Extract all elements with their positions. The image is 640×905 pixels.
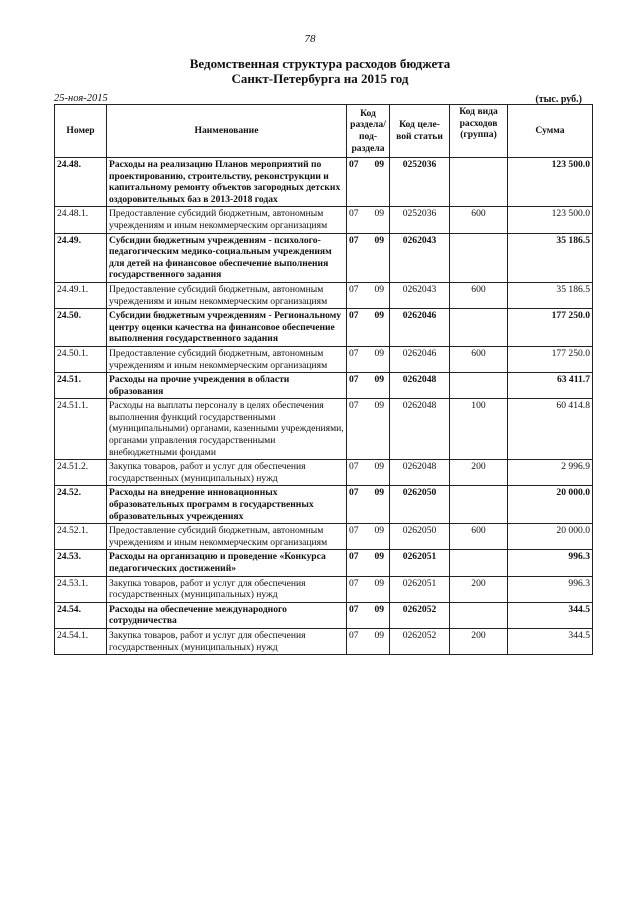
header-number: Номер [55, 105, 107, 158]
row-article-code: 0262051 [390, 550, 450, 576]
row-subsection-code: 09 [370, 233, 390, 282]
row-name: Предоставление субсидий бюджетным, автономным учреждениям и иным некоммерческим организациям [107, 282, 347, 308]
row-sum: 2 996.9 [508, 460, 593, 486]
table-row [55, 373, 593, 399]
row-number: 24.53. [55, 550, 107, 576]
row-article-code: 0262048 [390, 460, 450, 486]
table-row [55, 460, 593, 486]
header-name: Наименование [107, 105, 347, 158]
row-number: 24.51.1. [55, 399, 107, 460]
row-subsection-code: 09 [370, 207, 390, 233]
row-group-code [450, 550, 508, 576]
row-name: Расходы на прочие учреждения в области образования [107, 373, 347, 399]
row-article-code: 0252036 [390, 158, 450, 207]
table-row [55, 602, 593, 628]
row-name: Закупка товаров, работ и услуг для обеспечения государственных (муниципальных) нужд [107, 628, 347, 654]
row-subsection-code: 09 [370, 460, 390, 486]
row-subsection-code: 09 [370, 550, 390, 576]
row-subsection-code: 09 [370, 524, 390, 550]
row-group-code: 600 [450, 524, 508, 550]
row-number: 24.49.1. [55, 282, 107, 308]
header-group: Код вида расходов (группа) [450, 105, 508, 158]
table-body [55, 158, 593, 655]
row-subsection-code: 09 [370, 309, 390, 347]
table-row [55, 233, 593, 282]
row-article-code: 0262050 [390, 524, 450, 550]
header-sum: Сумма [508, 105, 593, 158]
row-group-code: 200 [450, 628, 508, 654]
row-article-code: 0262052 [390, 628, 450, 654]
row-group-code: 200 [450, 576, 508, 602]
row-article-code: 0262052 [390, 602, 450, 628]
row-section-code: 07 [347, 233, 370, 282]
row-subsection-code: 09 [370, 602, 390, 628]
row-subsection-code: 09 [370, 628, 390, 654]
row-article-code: 0262043 [390, 233, 450, 282]
row-group-code: 600 [450, 207, 508, 233]
row-number: 24.51.2. [55, 460, 107, 486]
row-sum: 123 500.0 [508, 207, 593, 233]
header-section: Код раздела/ под- раздела [347, 105, 390, 158]
table-row [55, 628, 593, 654]
row-section-code: 07 [347, 486, 370, 524]
row-subsection-code: 09 [370, 373, 390, 399]
row-section-code: 07 [347, 524, 370, 550]
row-number: 24.48.1. [55, 207, 107, 233]
table-row [55, 309, 593, 347]
row-article-code: 0262048 [390, 399, 450, 460]
table-row [55, 282, 593, 308]
row-number: 24.50.1. [55, 346, 107, 372]
row-name: Расходы на обеспечение международного сотрудничества [107, 602, 347, 628]
row-name: Предоставление субсидий бюджетным, автономным учреждениям и иным некоммерческим организациям [107, 524, 347, 550]
table-row [55, 550, 593, 576]
row-section-code: 07 [347, 550, 370, 576]
row-section-code: 07 [347, 282, 370, 308]
row-number: 24.54. [55, 602, 107, 628]
row-section-code: 07 [347, 373, 370, 399]
row-sum: 996.3 [508, 550, 593, 576]
row-name: Расходы на выплаты персоналу в целях обеспечения выполнения функций государственными (муниципальными) органами, казенными учреждениями, органами управления государственными внебюджетными фондами [107, 399, 347, 460]
table-row [55, 576, 593, 602]
row-subsection-code: 09 [370, 346, 390, 372]
row-section-code: 07 [347, 602, 370, 628]
table-row [55, 207, 593, 233]
units-label: (тыс. руб.) [535, 94, 582, 105]
title-line-2: Санкт-Петербурга на 2015 год [231, 71, 409, 86]
page-number: 78 [304, 33, 316, 45]
row-sum: 60 414.8 [508, 399, 593, 460]
row-sum: 20 000.0 [508, 524, 593, 550]
row-group-code: 600 [450, 282, 508, 308]
row-article-code: 0252036 [390, 207, 450, 233]
row-name: Расходы на организацию и проведение «Конкурса педагогических достижений» [107, 550, 347, 576]
title-line-1: Ведомственная структура расходов бюджета [189, 56, 451, 71]
row-number: 24.48. [55, 158, 107, 207]
row-group-code [450, 158, 508, 207]
row-name: Предоставление субсидий бюджетным, автономным учреждениям и иным некоммерческим организациям [107, 346, 347, 372]
document-title [0, 56, 640, 86]
row-sum: 123 500.0 [508, 158, 593, 207]
row-sum: 177 250.0 [508, 346, 593, 372]
row-group-code: 100 [450, 399, 508, 460]
table-row [55, 486, 593, 524]
row-name: Расходы на реализацию Планов мероприятий по проектированию, строительству, реконструкции и капитальному ремонту объектов загородных детских оздоровительных баз в 2013-2018 годах [107, 158, 347, 207]
row-subsection-code: 09 [370, 486, 390, 524]
row-number: 24.49. [55, 233, 107, 282]
row-subsection-code: 09 [370, 282, 390, 308]
row-article-code: 0262051 [390, 576, 450, 602]
row-name: Закупка товаров, работ и услуг для обеспечения государственных (муниципальных) нужд [107, 460, 347, 486]
row-sum: 344.5 [508, 628, 593, 654]
row-sum: 20 000.0 [508, 486, 593, 524]
row-section-code: 07 [347, 309, 370, 347]
row-number: 24.54.1. [55, 628, 107, 654]
row-sum: 35 186.5 [508, 282, 593, 308]
row-article-code: 0262050 [390, 486, 450, 524]
row-group-code [450, 602, 508, 628]
row-article-code: 0262046 [390, 346, 450, 372]
table-row [55, 524, 593, 550]
row-group-code: 200 [450, 460, 508, 486]
row-sum: 177 250.0 [508, 309, 593, 347]
row-number: 24.50. [55, 309, 107, 347]
row-name: Закупка товаров, работ и услуг для обеспечения государственных (муниципальных) нужд [107, 576, 347, 602]
table-row [55, 158, 593, 207]
row-number: 24.52. [55, 486, 107, 524]
header-article: Код целе- вой статьи [390, 105, 450, 158]
row-sum: 35 186.5 [508, 233, 593, 282]
row-section-code: 07 [347, 628, 370, 654]
row-article-code: 0262043 [390, 282, 450, 308]
row-article-code: 0262046 [390, 309, 450, 347]
row-section-code: 07 [347, 576, 370, 602]
row-name: Субсидии бюджетным учреждениям - Региональному центру оценки качества на финансовое обеспечение выполнения государственного задания [107, 309, 347, 347]
row-sum: 996.3 [508, 576, 593, 602]
row-subsection-code: 09 [370, 576, 390, 602]
row-section-code: 07 [347, 399, 370, 460]
row-name: Субсидии бюджетным учреждениям - психолого-педагогическим медико-социальным учреждениям для детей на финансовое обеспечение выполнения государственного задания [107, 233, 347, 282]
row-section-code: 07 [347, 346, 370, 372]
row-number: 24.52.1. [55, 524, 107, 550]
row-article-code: 0262048 [390, 373, 450, 399]
row-number: 24.51. [55, 373, 107, 399]
row-group-code: 600 [450, 346, 508, 372]
row-group-code [450, 233, 508, 282]
row-section-code: 07 [347, 207, 370, 233]
row-section-code: 07 [347, 158, 370, 207]
table-row [55, 346, 593, 372]
row-name: Расходы на внедрение инновационных образовательных программ в государственных образовательных учреждениях [107, 486, 347, 524]
row-section-code: 07 [347, 460, 370, 486]
row-subsection-code: 09 [370, 399, 390, 460]
row-group-code [450, 373, 508, 399]
table-row [55, 399, 593, 460]
budget-table [54, 104, 593, 655]
row-subsection-code: 09 [370, 158, 390, 207]
report-date: 25-ноя-2015 [54, 93, 108, 104]
row-group-code [450, 309, 508, 347]
row-group-code [450, 486, 508, 524]
row-name: Предоставление субсидий бюджетным, автономным учреждениям и иным некоммерческим организациям [107, 207, 347, 233]
row-number: 24.53.1. [55, 576, 107, 602]
row-sum: 63 411.7 [508, 373, 593, 399]
row-sum: 344.5 [508, 602, 593, 628]
